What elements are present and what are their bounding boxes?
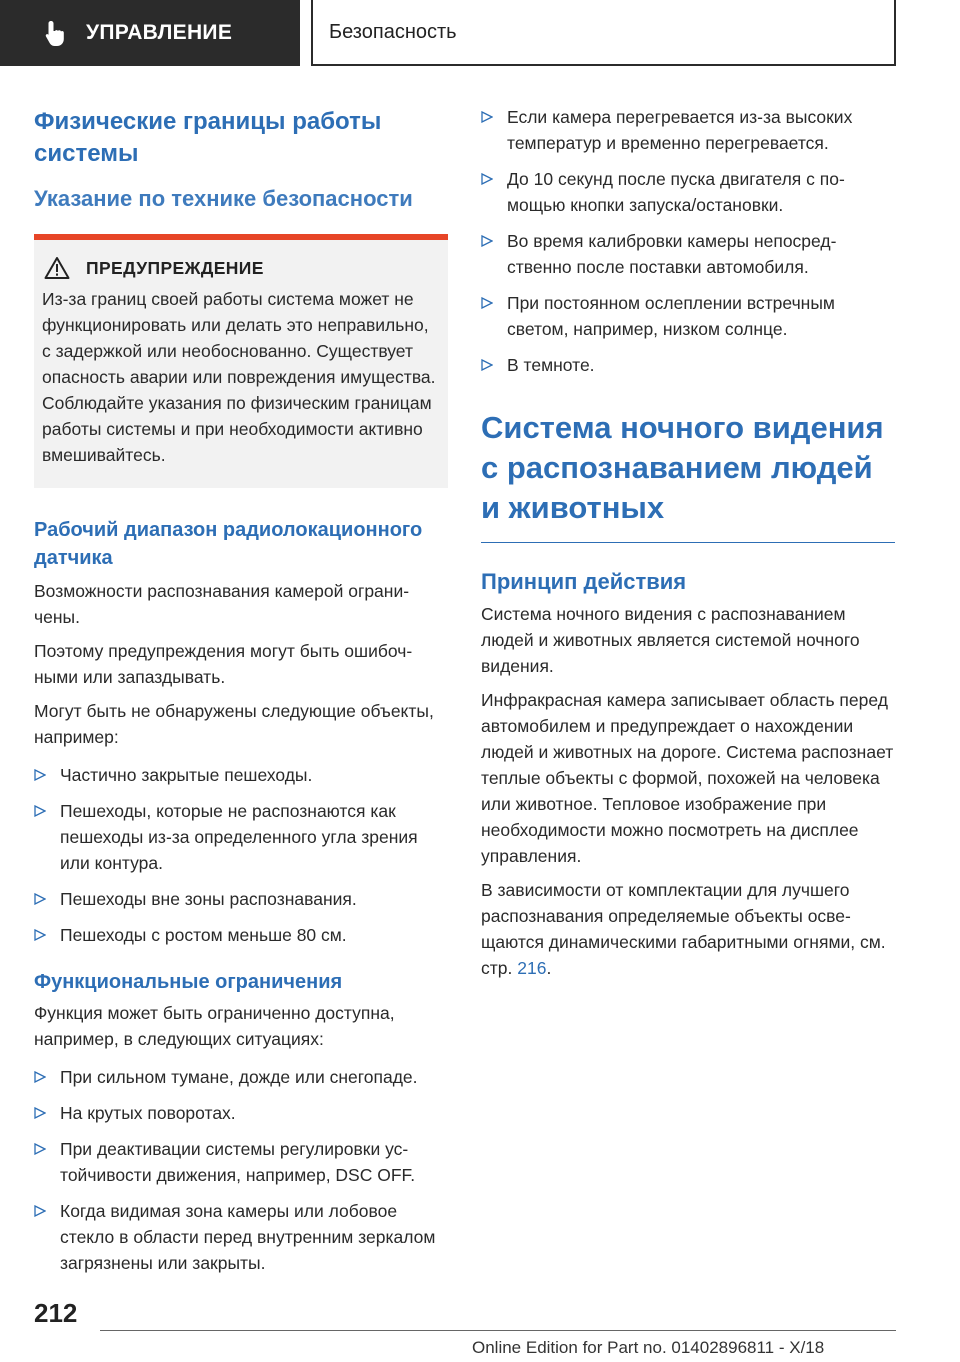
- warning-text: Из-за границ своей работы система может не функционировать или делать это неправильно, с задержкой или необоснованно. Существует опасность аварии или повреждения имущества. Соблюдайте указания по физическим границам работы системы и при необходимости активно вмешивайтесь.: [42, 289, 436, 465]
- page-link[interactable]: 216: [517, 958, 547, 978]
- limits-heading: Функциональные ограничения: [34, 971, 343, 993]
- radar-paragraph-2: Поэтому предупреждения могут быть ошибочными или запаздывать.: [34, 641, 413, 687]
- triangle-bullet-icon: [34, 893, 46, 905]
- list-item: На крутых поворотах.: [34, 1100, 448, 1126]
- page-header: [0, 0, 960, 66]
- page-number: 212: [34, 1298, 78, 1328]
- warning-triangle-icon: [44, 256, 70, 280]
- triangle-bullet-icon: [481, 235, 493, 247]
- section-box: [311, 0, 896, 66]
- triangle-bullet-icon: [481, 111, 493, 123]
- edition-note: Online Edition for Part no. 01402896811 - X/18: [472, 1338, 825, 1357]
- footer-divider: [100, 1330, 896, 1331]
- list-item: Пешеходы с ростом меньше 80 см.: [34, 922, 448, 948]
- radar-list: [34, 762, 448, 948]
- triangle-bullet-icon: [34, 1107, 46, 1119]
- principle-paragraph-1: Система ночного видения с распознаванием людей и животных является системой ночного видения.: [481, 604, 860, 676]
- triangle-bullet-icon: [34, 769, 46, 781]
- chapter-tab[interactable]: [0, 0, 300, 66]
- safety-subheading: Указание по технике безопасности: [34, 186, 413, 211]
- triangle-bullet-icon: [481, 173, 493, 185]
- warning-title: ПРЕДУПРЕЖДЕНИЕ: [86, 257, 264, 278]
- triangle-bullet-icon: [34, 805, 46, 817]
- warning-header: [42, 256, 436, 280]
- limits-list: [34, 1064, 448, 1276]
- list-item: В темноте.: [481, 352, 895, 378]
- principle-paragraph-2: Инфракрасная камера записывает область перед автомобилем и предупреждает о нахождении людей и животных на дороге. Система распознает теплые объекты с формой, похожей на человека или животное. Тепловое изображение при необходимости можно посмотреть на дисплее управления.: [481, 690, 894, 866]
- triangle-bullet-icon: [481, 297, 493, 309]
- left-column: [34, 100, 448, 1286]
- hand-pointer-icon: [40, 18, 70, 48]
- warning-box: [34, 234, 448, 488]
- conditions-list: [481, 104, 895, 378]
- list-item: Во время калибровки камеры непосредственно после поставки автомобиля.: [481, 228, 895, 280]
- list-item: Пешеходы вне зоны распознавания.: [34, 886, 448, 912]
- page-heading: Физические границы работы системы: [34, 108, 382, 167]
- list-item: При постоянном ослеплении встречным светом, например, низком солнце.: [481, 290, 895, 342]
- list-item: Частично закрытые пешеходы.: [34, 762, 448, 788]
- principle-heading: Принцип действия: [481, 569, 687, 594]
- triangle-bullet-icon: [34, 1205, 46, 1217]
- chapter-title: УПРАВЛЕНИЕ: [86, 21, 233, 44]
- list-item: Когда видимая зона камеры или лобовое стекло в области перед внутренним зеркалом загрязнены или закрыты.: [34, 1198, 448, 1276]
- list-item: Если камера перегревается из-за высоких температур и временно перегревается.: [481, 104, 895, 156]
- principle-paragraph-3: В зависимости от комплектации для лучшего распознавания определяемые объекты освещаются динамическими габаритными огнями, см. стр. 216.: [481, 880, 886, 978]
- list-item: До 10 секунд после пуска двигателя с помощью кнопки запуска/остановки.: [481, 166, 895, 218]
- night-vision-title: Система ночного видения с распознаванием людей и животных: [481, 408, 895, 543]
- list-item: Пешеходы, которые не распознаются как пешеходы из-за определенного угла зрения или контура.: [34, 798, 448, 876]
- list-item: При деактивации системы регулировки устойчивости движения, например, DSC OFF.: [34, 1136, 448, 1188]
- section-title: Безопасность: [329, 20, 457, 43]
- radar-paragraph-1: Возможности распознавания камерой ограничены.: [34, 581, 410, 627]
- list-item: При сильном тумане, дожде или снегопаде.: [34, 1064, 448, 1090]
- triangle-bullet-icon: [481, 359, 493, 371]
- right-column: [481, 100, 895, 985]
- radar-paragraph-3: Могут быть не обнаружены следующие объекты, например:: [34, 701, 434, 747]
- triangle-bullet-icon: [34, 929, 46, 941]
- triangle-bullet-icon: [34, 1143, 46, 1155]
- radar-heading: Рабочий диапазон радиолокационного датчика: [34, 519, 423, 569]
- limits-intro: Функция может быть ограниченно доступна, например, в следующих ситуациях:: [34, 1003, 395, 1049]
- triangle-bullet-icon: [34, 1071, 46, 1083]
